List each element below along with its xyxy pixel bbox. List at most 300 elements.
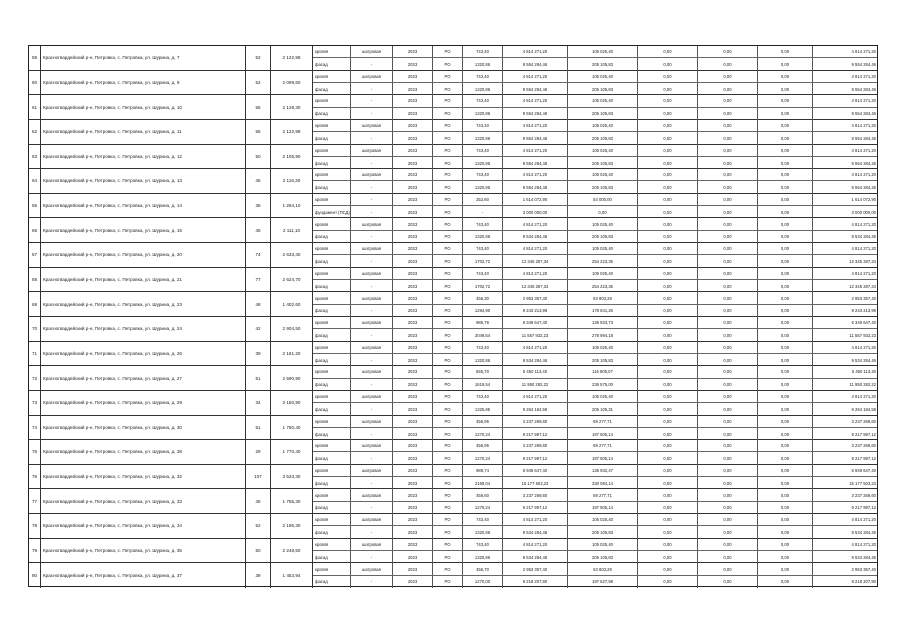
material-cell: - (351, 231, 393, 243)
fund-c-cell: 0,00 (758, 132, 813, 144)
fund-b-cell: 0,00 (698, 452, 758, 464)
year-cell: 2023 (393, 317, 433, 328)
count-cell: 55 (246, 95, 271, 119)
cost-sum-cell: 9 534 284,46 (851, 554, 876, 560)
fund-a-cell: 0,00 (638, 305, 698, 317)
work-type-cell: фундамент (ПСД) (313, 206, 351, 218)
source-cell: РО (433, 120, 463, 131)
year-cell: 2023 (393, 181, 433, 193)
table-subrow (313, 292, 877, 304)
subrow-group (313, 342, 877, 366)
address-cell: Красногвардейский р-н, Петровка, с. Петровка, ул. Шурина, д. 38 (41, 440, 246, 464)
fund-b-cell: 0,00 (698, 46, 758, 57)
table-subrow (313, 169, 877, 181)
count-cell: 45 (246, 169, 271, 193)
source-cell: РО (433, 489, 463, 500)
material-cell: шатровая (351, 218, 393, 229)
table-subrow (313, 231, 877, 243)
year-cell: 2023 (393, 428, 433, 440)
cost-per-unit-cell: 105 025,40 (568, 95, 638, 106)
subrow-group (313, 539, 877, 563)
fund-a-cell: 0,00 (638, 243, 698, 254)
cost-sum-cell: 4 814 271,20 (851, 147, 876, 153)
material-cell: шатровая (351, 317, 393, 328)
cost-sum-cell: 12 345 287,34 (849, 283, 876, 289)
address-cell: Красногвардейский р-н, Петровка, с. Петровка, ул. Шурина, д. 14 (41, 194, 246, 218)
table-subrow (313, 206, 877, 218)
cost-sum-cell: 3 237 269,60 (851, 492, 876, 498)
fund-c-cell: 0,00 (758, 181, 813, 193)
total-area-cell: 1 264,10 (271, 194, 313, 218)
fund-c-cell: 0,00 (758, 416, 813, 427)
work-type-cell: фасад (313, 329, 351, 341)
area-cell: 456,60 (463, 489, 503, 500)
source-cell: РО (433, 477, 463, 489)
fund-c-cell: 0,00 (758, 354, 813, 366)
count-cell: 48 (246, 292, 271, 316)
fund-a-cell: 0,00 (638, 563, 698, 574)
subrow-group (313, 95, 877, 119)
cost-per-unit-cell: 197 505,14 (568, 502, 638, 514)
fund-c-cell: 0,00 (758, 280, 813, 292)
table-row (29, 342, 877, 367)
year-cell: 2023 (393, 243, 433, 254)
row-number-cell: 80 (29, 563, 41, 588)
table-subrow (313, 317, 877, 329)
table-subrow (313, 563, 877, 575)
cost-sum-cell: 4 814 271,20 (851, 49, 876, 55)
cost-sum-cell: 3 237 269,60 (851, 443, 876, 449)
material-cell: - (351, 108, 393, 120)
count-cell: 36 (246, 194, 271, 218)
material-cell: - (351, 255, 393, 267)
count-cell: 77 (246, 268, 271, 292)
fund-c-cell: 0,00 (758, 329, 813, 341)
source-cell: РО (433, 526, 463, 538)
cost-per-unit-cell: 197 505,14 (568, 428, 638, 440)
fund-b-cell: 0,00 (698, 329, 758, 341)
material-cell: шатровая (351, 440, 393, 451)
material-cell: шатровая (351, 169, 393, 180)
table-subrow (313, 181, 877, 193)
cost-sum-cell: 9 554 284,46 (851, 86, 876, 92)
fund-c-cell: 0,00 (758, 58, 813, 70)
fund-a-cell: 0,00 (638, 46, 698, 57)
work-type-cell: фасад (313, 231, 351, 243)
fund-a-cell: 0,00 (638, 477, 698, 489)
source-cell: РО (433, 255, 463, 267)
table-row (29, 539, 877, 564)
work-type-cell: фасад (313, 477, 351, 489)
area-cell: 743,40 (463, 169, 503, 180)
count-cell: 74 (246, 243, 271, 267)
count-cell: 52 (246, 71, 271, 95)
fund-a-cell: 0,00 (638, 71, 698, 82)
source-cell: РО (433, 231, 463, 243)
fund-c-cell: 0,00 (758, 206, 813, 218)
cost-sum-cell: 9 534 284,46 (851, 530, 876, 536)
cost-per-unit-cell: 205 105,83 (568, 231, 638, 243)
fund-b-cell: 0,00 (698, 231, 758, 243)
row-number-cell: 73 (29, 391, 41, 415)
fund-c-cell: 0,00 (758, 157, 813, 169)
total-area-cell: 1 750,40 (271, 416, 313, 440)
table-subrow (313, 514, 877, 526)
cost-per-unit-cell: 205 105,83 (568, 108, 638, 120)
total-area-cell: 2 248,50 (271, 539, 313, 563)
cost-per-unit-cell: 136 932,47 (568, 465, 638, 476)
cost-total-cell: 9 217 997,12 (503, 502, 568, 514)
year-cell: 2023 (393, 71, 433, 82)
table-subrow (313, 440, 877, 452)
year-cell: 2023 (393, 206, 433, 218)
cost-total-cell: 4 814 271,20 (503, 342, 568, 353)
table-row (29, 71, 877, 96)
table-subrow (313, 255, 877, 267)
cost-total-cell: 9 534 284,46 (503, 354, 568, 366)
source-cell: РО (433, 403, 463, 415)
table-subrow (313, 465, 877, 477)
fund-a-cell: 0,00 (638, 342, 698, 353)
row-number-cell: 74 (29, 416, 41, 440)
fund-b-cell: 0,00 (698, 280, 758, 292)
table-subrow (313, 576, 877, 588)
year-cell: 2023 (393, 539, 433, 550)
year-cell: 2023 (393, 132, 433, 144)
row-number-cell: 63 (29, 145, 41, 169)
year-cell: 2023 (393, 231, 433, 243)
address-cell: Красногвардейский р-н, Петровка, с. Петровка, ул. Шурина, д. 30 (41, 416, 246, 440)
fund-b-cell: 0,00 (698, 416, 758, 427)
cost-per-unit-cell: 205 105,83 (568, 58, 638, 70)
cost-per-unit-cell: 63 803,29 (568, 563, 638, 574)
subrow-group (313, 317, 877, 341)
material-cell: шатровая (351, 292, 393, 303)
cost-per-unit-cell: 205 105,83 (568, 83, 638, 95)
material-cell: - (351, 95, 393, 106)
source-cell: РО (433, 428, 463, 440)
fund-a-cell: 0,00 (638, 58, 698, 70)
cost-per-unit-cell: 105 025,40 (568, 391, 638, 402)
fund-b-cell: 0,00 (698, 403, 758, 415)
cost-per-unit-cell: 136 933,73 (568, 317, 638, 328)
work-type-cell: фасад (313, 305, 351, 317)
cost-sum-cell: 4 814 271,20 (851, 517, 876, 523)
material-cell: - (351, 329, 393, 341)
year-cell: 2023 (393, 403, 433, 415)
material-cell: шатровая (351, 539, 393, 550)
source-cell: РО (433, 157, 463, 169)
source-cell: РО (433, 145, 463, 156)
cost-total-cell: 4 814 271,20 (503, 268, 568, 279)
area-cell: 456,30 (463, 292, 503, 303)
work-type-cell: фасад (313, 157, 351, 169)
cost-total-cell: 4 814 271,20 (503, 514, 568, 525)
table-subrow (313, 477, 877, 489)
row-number-cell: 69 (29, 292, 41, 316)
table-subrow (313, 218, 877, 230)
fund-c-cell: 0,00 (758, 95, 813, 106)
count-cell: 52 (246, 514, 271, 538)
year-cell: 2023 (393, 83, 433, 95)
area-cell: 1320,86 (463, 157, 503, 169)
subrow-group (313, 120, 877, 144)
fund-c-cell: 0,00 (758, 71, 813, 82)
address-cell: Красногвардейский р-н, Петровка, с. Петровка, ул. Шурина, д. 23 (41, 292, 246, 316)
year-cell: 2023 (393, 46, 433, 57)
table-row (29, 416, 877, 441)
cost-sum-cell: 9 217 997,12 (851, 505, 876, 511)
work-type-cell: фасад (313, 403, 351, 415)
cost-sum-cell: 6 949 647,40 (851, 467, 876, 473)
fund-c-cell: 0,00 (758, 169, 813, 180)
fund-b-cell: 0,00 (698, 354, 758, 366)
area-cell: 252,60 (463, 194, 503, 205)
table-subrow (313, 157, 877, 169)
source-cell: РО (433, 169, 463, 180)
fund-c-cell: 0,00 (758, 317, 813, 328)
cost-per-unit-cell: 105 025,40 (568, 169, 638, 180)
work-type-cell: кровля (313, 539, 351, 550)
work-type-cell: кровля (313, 218, 351, 229)
table-subrow (313, 58, 877, 70)
fund-a-cell: 0,00 (638, 366, 698, 377)
fund-a-cell: 0,00 (638, 551, 698, 563)
fund-b-cell: 0,00 (698, 551, 758, 563)
area-cell: 743,40 (463, 71, 503, 82)
source-cell: РО (433, 502, 463, 514)
source-cell: РО (433, 391, 463, 402)
total-area-cell: 2 150,90 (271, 391, 313, 415)
table-subrow (313, 243, 877, 255)
area-cell: 2169,04 (463, 477, 503, 489)
area-cell: 743,40 (463, 514, 503, 525)
fund-a-cell: 0,00 (638, 206, 698, 218)
total-area-cell: 2 624,70 (271, 268, 313, 292)
table-row (29, 465, 877, 490)
area-cell: 1320,86 (463, 231, 503, 243)
year-cell: 2023 (393, 145, 433, 156)
cost-total-cell: 9 534 284,46 (503, 526, 568, 538)
cost-sum-cell: 9 243 213,99 (851, 308, 876, 314)
cost-total-cell: 4 814 271,20 (503, 243, 568, 254)
material-cell: - (351, 206, 393, 218)
material-cell: - (351, 305, 393, 317)
total-area-cell: 1 453,94 (271, 563, 313, 588)
work-type-cell: фасад (313, 502, 351, 514)
cost-sum-cell: 4 814 271,20 (851, 221, 876, 227)
source-cell: РО (433, 576, 463, 588)
table-row (29, 145, 877, 170)
year-cell: 2023 (393, 502, 433, 514)
cost-total-cell: 11 557 932,23 (503, 329, 568, 341)
cost-sum-cell: 5 450 113,40 (851, 369, 876, 375)
cost-per-unit-cell: 205 105,31 (568, 403, 638, 415)
table-row (29, 366, 877, 391)
fund-b-cell: 0,00 (698, 342, 758, 353)
area-cell: 1325,85 (463, 403, 503, 415)
cost-per-unit-cell: 236 575,00 (568, 379, 638, 391)
table-subrow (313, 539, 877, 551)
area-cell: 456,95 (463, 416, 503, 427)
year-cell: 2023 (393, 354, 433, 366)
area-cell: 1320,86 (463, 108, 503, 120)
fund-a-cell: 0,00 (638, 379, 698, 391)
source-cell: РО (433, 354, 463, 366)
cost-sum-cell: 6 349 647,40 (851, 320, 876, 326)
table-subrow (313, 83, 877, 95)
table-row (29, 194, 877, 219)
cost-per-unit-cell: 69 277,71 (568, 416, 638, 427)
cost-sum-cell: 9 218 207,90 (851, 579, 876, 585)
cost-sum-cell: 9 554 284,46 (851, 111, 876, 117)
fund-c-cell: 0,00 (758, 403, 813, 415)
work-type-cell: фасад (313, 280, 351, 292)
fund-a-cell: 0,00 (638, 268, 698, 279)
subrow-group (313, 71, 877, 95)
fund-a-cell: 0,00 (638, 354, 698, 366)
cost-per-unit-cell: 105 025,40 (568, 71, 638, 82)
total-area-cell: 2 111,10 (271, 218, 313, 242)
count-cell: 50 (246, 145, 271, 169)
material-cell: шатровая (351, 243, 393, 254)
fund-a-cell: 0,00 (638, 502, 698, 514)
fund-c-cell: 0,00 (758, 489, 813, 500)
source-cell: РО (433, 280, 463, 292)
subrow-group (313, 268, 877, 292)
table-subrow (313, 71, 877, 83)
table-subrow (313, 132, 877, 144)
table-subrow (313, 366, 877, 378)
source-cell: РО (433, 317, 463, 328)
year-cell: 2023 (393, 391, 433, 402)
fund-c-cell: 0,00 (758, 243, 813, 254)
work-type-cell: фасад (313, 181, 351, 193)
cost-sum-cell: 2 953 357,40 (851, 566, 876, 572)
address-cell: Красногвардейский р-н, Петровка, с. Петровка, ул. Шурина, д. 33 (41, 489, 246, 513)
cost-per-unit-cell: 278 994,18 (568, 329, 638, 341)
work-type-cell: кровля (313, 145, 351, 156)
fund-a-cell: 0,00 (638, 576, 698, 588)
cost-per-unit-cell: 254 223,35 (568, 255, 638, 267)
source-cell: РО (433, 514, 463, 525)
cost-sum-cell: 4 814 271,20 (851, 270, 876, 276)
year-cell: 2023 (393, 477, 433, 489)
cost-total-cell: 9 554 284,46 (503, 83, 568, 95)
total-area-cell: 2 122,99 (271, 120, 313, 144)
row-number-cell: 76 (29, 465, 41, 489)
area-cell: 1320,86 (463, 83, 503, 95)
fund-a-cell: 0,00 (638, 157, 698, 169)
material-cell: - (351, 477, 393, 489)
total-area-cell: 2 195,30 (271, 514, 313, 538)
fund-a-cell: 0,00 (638, 194, 698, 205)
cost-total-cell: 4 814 271,20 (503, 120, 568, 131)
table-subrow (313, 391, 877, 403)
work-type-cell: кровля (313, 194, 351, 205)
area-cell: 1270,00 (463, 576, 503, 588)
total-area-cell: 3 533,30 (271, 465, 313, 489)
source-cell: РО (433, 83, 463, 95)
fund-a-cell: 0,00 (638, 514, 698, 525)
subrow-group (313, 514, 877, 538)
table-row (29, 440, 877, 465)
cost-sum-cell: 3 000 000,00 (851, 209, 876, 215)
cost-sum-cell: 4 814 271,20 (851, 246, 876, 252)
fund-b-cell: 0,00 (698, 243, 758, 254)
cost-total-cell: 5 450 113,40 (503, 366, 568, 377)
source-cell: РО (433, 440, 463, 451)
total-area-cell: 2 122,98 (271, 46, 313, 70)
table-row (29, 563, 877, 588)
cost-per-unit-cell: 105 025,40 (568, 514, 638, 525)
source-cell: РО (433, 416, 463, 427)
subrow-group (313, 391, 877, 415)
cost-total-cell: 9 554 284,46 (503, 157, 568, 169)
fund-a-cell: 0,00 (638, 120, 698, 131)
fund-b-cell: 0,00 (698, 108, 758, 120)
cost-per-unit-cell: 178 841,26 (568, 305, 638, 317)
fund-a-cell: 0,00 (638, 465, 698, 476)
row-number-cell: 62 (29, 120, 41, 144)
source-cell: РО (433, 71, 463, 82)
fund-a-cell: 0,00 (638, 391, 698, 402)
year-cell: 2023 (393, 194, 433, 205)
subrow-group (313, 292, 877, 316)
area-cell: 1619,54 (463, 379, 503, 391)
source-cell: РО (433, 58, 463, 70)
row-number-cell: 72 (29, 366, 41, 390)
fund-c-cell: 0,00 (758, 539, 813, 550)
row-number-cell: 59 (29, 46, 41, 70)
cost-sum-cell: 2 953 357,40 (851, 295, 876, 301)
area-cell: 743,40 (463, 539, 503, 550)
table-subrow (313, 95, 877, 107)
fund-b-cell: 0,00 (698, 576, 758, 588)
cost-sum-cell: 4 814 271,20 (851, 394, 876, 400)
fund-b-cell: 0,00 (698, 366, 758, 377)
work-type-cell: фасад (313, 452, 351, 464)
fund-b-cell: 0,00 (698, 539, 758, 550)
fund-a-cell: 0,00 (638, 95, 698, 106)
fund-b-cell: 0,00 (698, 317, 758, 328)
area-cell: 743,40 (463, 46, 503, 57)
row-number-cell: 65 (29, 194, 41, 218)
table-subrow (313, 416, 877, 428)
cost-sum-cell: 15 177 503,23 (849, 480, 876, 486)
address-cell: Красногвардейский р-н, Петровка, с. Петровка, ул. Шурина, д. 15 (41, 218, 246, 242)
cost-total-cell: 9 217 997,12 (503, 452, 568, 464)
area-cell: 743,40 (463, 145, 503, 156)
address-cell: Красногвардейский р-н, Петровка, с. Петровка, ул. Шурина, д. 12 (41, 145, 246, 169)
fund-a-cell: 0,00 (638, 231, 698, 243)
count-cell: 42 (246, 317, 271, 341)
table-row (29, 95, 877, 120)
source-cell: РО (433, 243, 463, 254)
table-subrow (313, 305, 877, 317)
fund-c-cell: 0,00 (758, 502, 813, 514)
table-subrow (313, 452, 877, 464)
cost-total-cell: 12 345 287,34 (503, 280, 568, 292)
address-cell: Красногвардейский р-н, Петровка, с. Петровка, ул. Шурина, д. 37 (41, 563, 246, 588)
source-cell: РО (433, 563, 463, 574)
fund-b-cell: 0,00 (698, 58, 758, 70)
year-cell: 2023 (393, 551, 433, 563)
fund-c-cell: 0,00 (758, 551, 813, 563)
table-row (29, 169, 877, 194)
address-cell: Красногвардейский р-н, Петровка, с. Петровка, ул. Шурина, д. 7 (41, 46, 246, 70)
area-cell: 743,40 (463, 218, 503, 229)
